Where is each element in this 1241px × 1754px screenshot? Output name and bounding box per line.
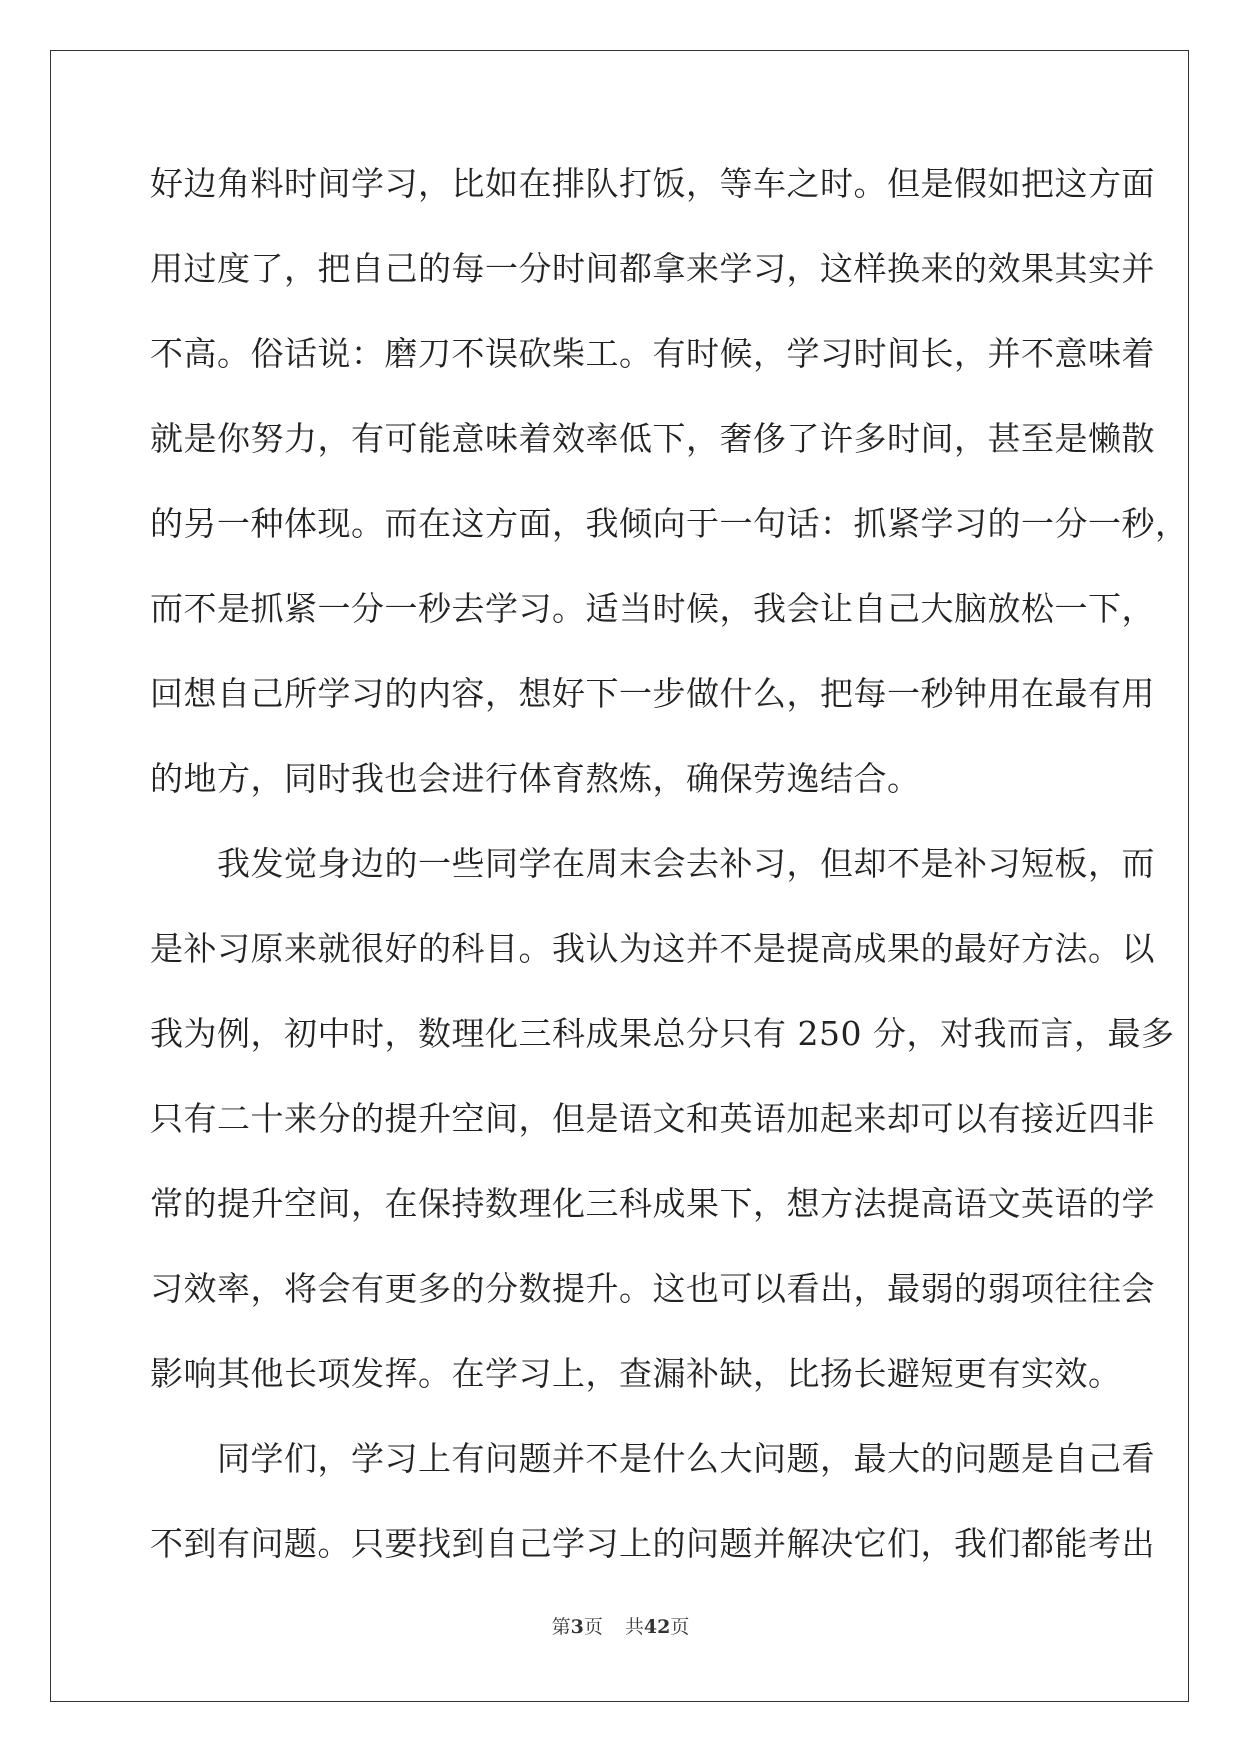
text-line: 是补习原来就很好的科目。我认为这并不是提高成果的最好方法。以 — [150, 929, 1155, 968]
text-line: 影响其他长项发挥。在学习上，查漏补缺，比扬长避短更有实效。 — [150, 1354, 1122, 1393]
text-line: 的另一种体现。而在这方面，我倾向于一句话：抓紧学习的一分一秒， — [150, 504, 1189, 543]
paragraph-start-line: 我发觉身边的一些同学在周末会去补习，但却不是补习短板，而 — [150, 844, 1155, 883]
page-unit: 页 — [583, 1616, 603, 1638]
document-body — [150, 157, 1189, 1602]
text-line: 习效率，将会有更多的分数提升。这也可以看出，最弱的弱项往往会 — [150, 1269, 1155, 1308]
text-line: 不高。俗话说：磨刀不误砍柴工。有时候，学习时间长，并不意味着 — [150, 334, 1155, 373]
total-prefix: 共 — [624, 1616, 644, 1638]
text-line: 用过度了，把自己的每一分时间都拿来学习，这样换来的效果其实并 — [150, 249, 1155, 288]
page-prefix: 第 — [551, 1616, 571, 1638]
text-line: 回想自己所学习的内容，想好下一步做什么，把每一秒钟用在最有用 — [150, 674, 1155, 713]
text-line: 就是你努力，有可能意味着效率低下，奢侈了许多时间，甚至是懒散 — [150, 419, 1155, 458]
text-line: 常的提升空间，在保持数理化三科成果下，想方法提高语文英语的学 — [150, 1184, 1155, 1223]
text-line: 而不是抓紧一分一秒去学习。适当时候，我会让自己大脑放松一下， — [150, 589, 1155, 628]
page-total: 42 — [643, 1616, 671, 1638]
text-line: 只有二十来分的提升空间，但是语文和英语加起来却可以有接近四非 — [150, 1099, 1155, 1138]
paragraph-start-line: 同学们，学习上有问题并不是什么大问题，最大的问题是自己看 — [150, 1439, 1155, 1478]
text-line: 我为例，初中时，数理化三科成果总分只有 250 分，对我而言，最多 — [150, 1014, 1175, 1053]
text-line: 好边角料时间学习，比如在排队打饭，等车之时。但是假如把这方面 — [150, 164, 1155, 203]
text-line: 的地方，同时我也会进行体育熬炼，确保劳逸结合。 — [150, 759, 921, 798]
total-unit: 页 — [670, 1616, 690, 1638]
text-line: 不到有问题。只要找到自己学习上的问题并解决它们，我们都能考出 — [150, 1524, 1155, 1563]
page-number: 3 — [570, 1616, 584, 1638]
page-footer — [0, 1612, 1241, 1639]
